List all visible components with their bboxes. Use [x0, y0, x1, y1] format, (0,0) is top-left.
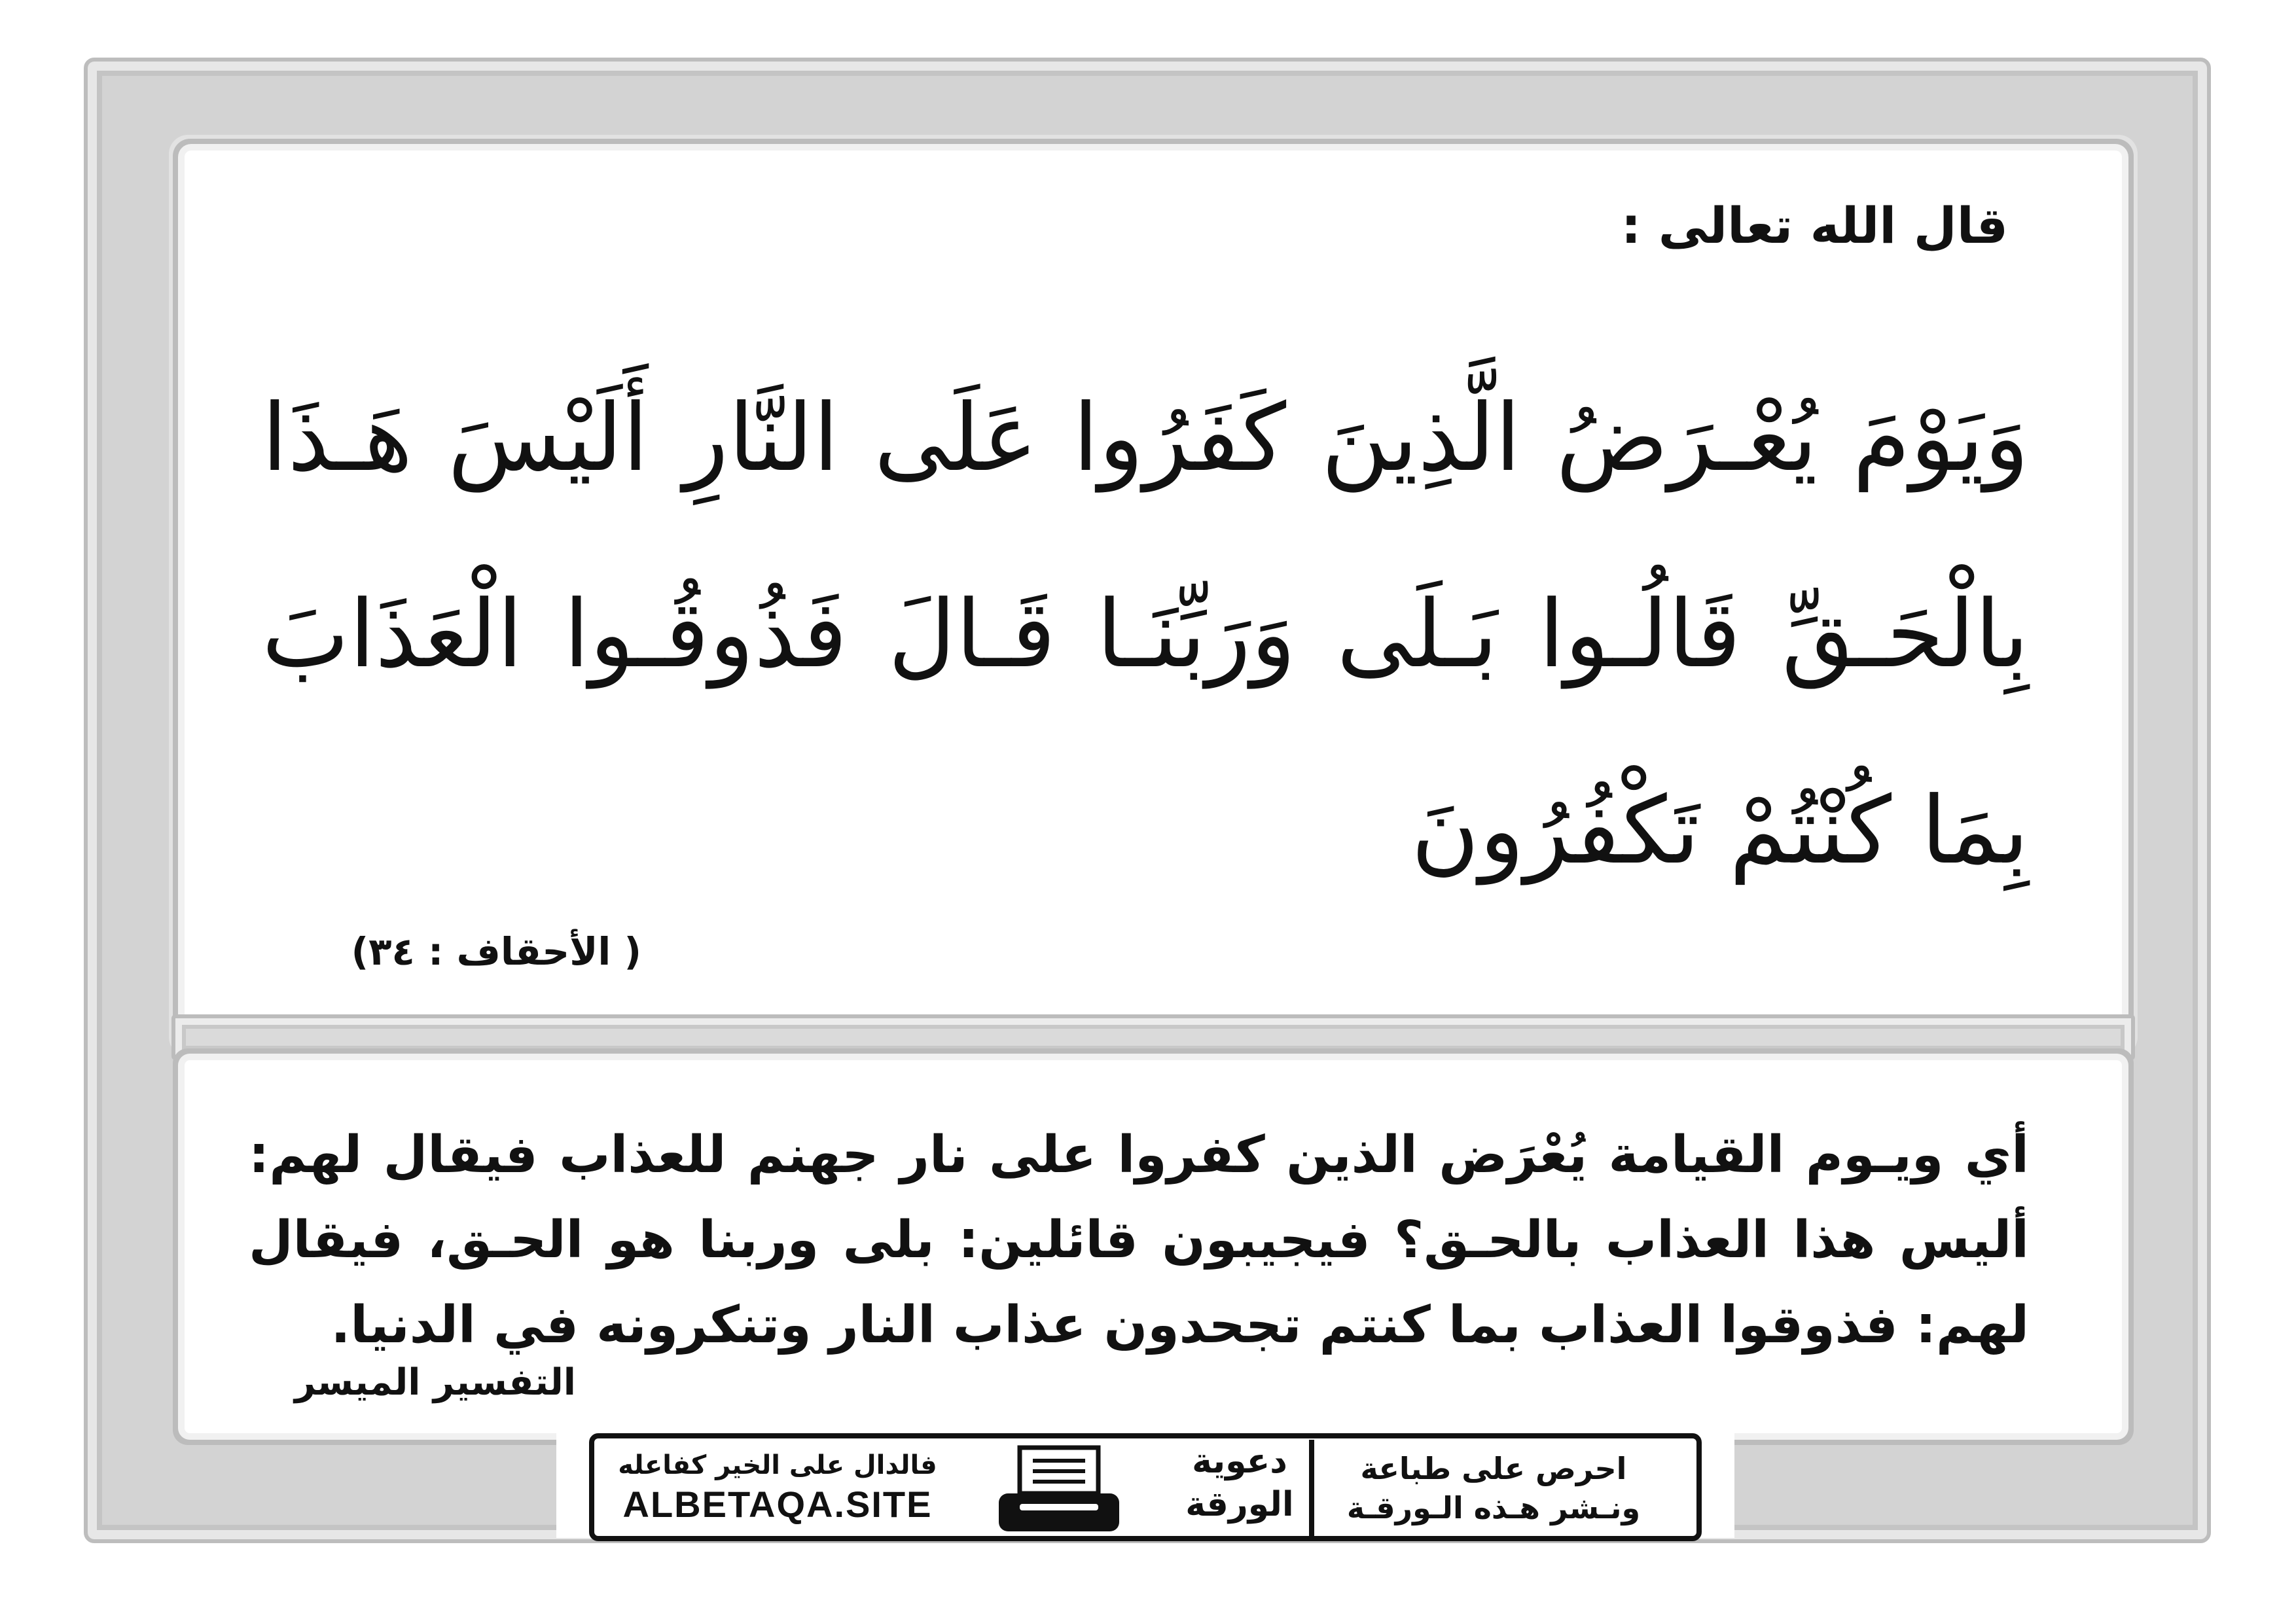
tafsir-text: أي ويـوم القيامة يُعْرَض الذين كفروا على نار جهنم للعذاب فيقال لهم: أليس هذا العذاب بالحـق؟ فيجيبون قائلين: بلى وربنا هو الحـق، فيقال لهم: فذوقوا العذاب بما كنتم تجحدون عذاب النار وتنكرونه في الدنيا. — [249, 1126, 2029, 1355]
logo-line-1: دعوية — [1192, 1442, 1287, 1481]
printer-icon — [994, 1444, 1124, 1535]
divider-bar — [171, 1014, 2135, 1060]
logo-line-2: الورقة — [1185, 1485, 1294, 1524]
daawiya-logo — [1170, 1440, 1314, 1538]
site-block — [614, 1450, 941, 1525]
quran-verse: وَيَوْمَ يُعْـرَضُ الَّذِينَ كَفَرُوا عَلَى النَّارِ أَلَيْسَ هَـذَا بِالْحَـقِّ قَالُـوا بَـلَى وَرَبِّنَـا قَـالَ فَذُوقُـوا الْعَذَابَ بِمَا كُنْتُمْ تَكْفُرُونَ — [262, 384, 2029, 885]
intro-heading: قال الله تعالى : — [1621, 196, 2008, 255]
tafsir-source: التفسير الميسر — [294, 1361, 576, 1404]
print-message — [1310, 1449, 1677, 1527]
site-tagline: فالدال على الخير كفاعله — [618, 1450, 937, 1480]
print-message-line-1: احرص على طباعة — [1360, 1451, 1627, 1486]
verse-reference: ( الأحقاف : ٣٤) — [351, 929, 641, 974]
footer-banner — [589, 1433, 1702, 1541]
print-message-line-2: ونـشر هـذه الـورقـة — [1346, 1490, 1641, 1525]
site-url[interactable]: ALBETAQA.SITE — [622, 1484, 933, 1525]
